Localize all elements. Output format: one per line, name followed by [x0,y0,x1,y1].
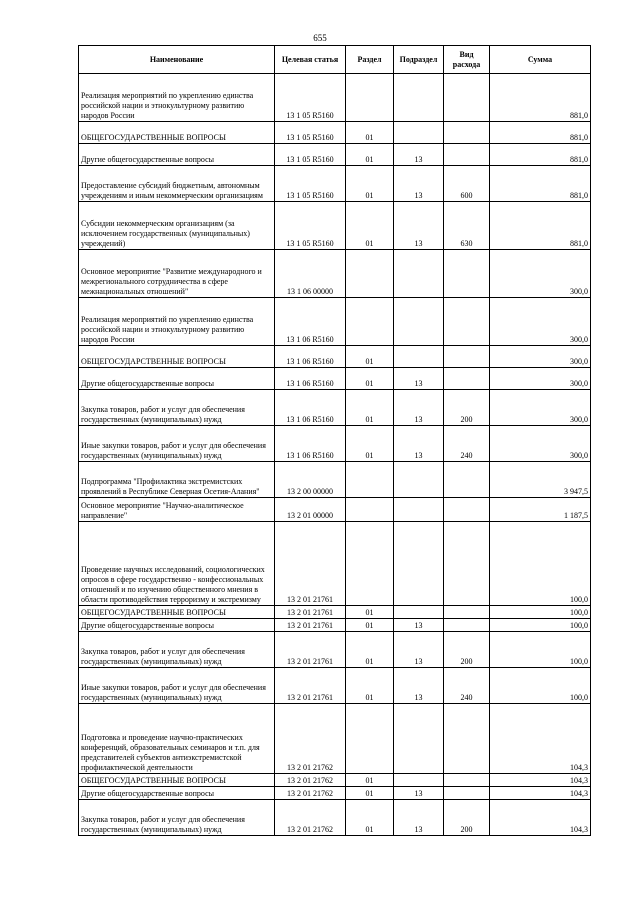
row-name: ОБЩЕГОСУДАРСТВЕННЫЕ ВОПРОСЫ [79,774,275,787]
row-section: 01 [346,368,394,390]
row-code: 13 2 01 21761 [275,668,346,704]
table-row [79,774,591,787]
table-row [79,632,591,668]
row-subsection [394,606,444,619]
row-name: Реализация мероприятий по укреплению единства российской нации и этнокультурному развитию народов России [79,74,275,122]
row-section [346,498,394,522]
row-expense-type [444,144,490,166]
header-code: Целевая статья [275,46,346,74]
row-section: 01 [346,774,394,787]
row-code: 13 1 06 R5160 [275,298,346,346]
row-section: 01 [346,122,394,144]
row-subsection [394,346,444,368]
table-body [79,74,591,836]
table-row [79,166,591,202]
table-row [79,346,591,368]
row-section: 01 [346,632,394,668]
row-expense-type [444,787,490,800]
row-amount: 881,0 [490,122,591,144]
row-amount: 100,0 [490,619,591,632]
row-section [346,298,394,346]
row-code: 13 1 05 R5160 [275,144,346,166]
row-amount: 100,0 [490,668,591,704]
row-amount: 300,0 [490,250,591,298]
row-code: 13 1 05 R5160 [275,166,346,202]
row-expense-type [444,74,490,122]
row-subsection [394,122,444,144]
row-expense-type [444,498,490,522]
row-name: Другие общегосударственные вопросы [79,144,275,166]
row-section: 01 [346,166,394,202]
row-amount: 3 947,5 [490,462,591,498]
page-number: 655 [313,33,327,43]
table-row [79,298,591,346]
row-expense-type: 200 [444,632,490,668]
row-name: Другие общегосударственные вопросы [79,619,275,632]
table-row [79,800,591,836]
row-expense-type [444,704,490,774]
row-expense-type [444,619,490,632]
row-name: Проведение научных исследований, социологических опросов в сфере государственно - конфессиональных отношений и по изучению общественного мнения в области противодействия терроризму и экстремизму [79,522,275,606]
row-code: 13 2 01 21761 [275,619,346,632]
row-subsection [394,498,444,522]
row-code: 13 1 05 R5160 [275,74,346,122]
row-name: ОБЩЕГОСУДАРСТВЕННЫЕ ВОПРОСЫ [79,346,275,368]
row-amount: 881,0 [490,144,591,166]
table-row [79,619,591,632]
row-code: 13 2 01 21761 [275,606,346,619]
row-name: Иные закупки товаров, работ и услуг для обеспечения государственных (муниципальных) нужд [79,426,275,462]
header-subsection: Подраздел [394,46,444,74]
row-expense-type [444,606,490,619]
row-name: Подготовка и проведение научно-практических конференций, образовательных семинаров и т.п. для представителей субъектов антиэкстремистской профилактической деятельности [79,704,275,774]
row-code: 13 2 00 00000 [275,462,346,498]
row-name: Закупка товаров, работ и услуг для обеспечения государственных (муниципальных) нужд [79,800,275,836]
row-subsection [394,774,444,787]
row-subsection [394,298,444,346]
table-row [79,74,591,122]
table-row [79,390,591,426]
row-subsection [394,704,444,774]
budget-table [78,45,591,836]
row-amount: 300,0 [490,426,591,462]
row-expense-type [444,368,490,390]
row-section: 01 [346,426,394,462]
row-amount: 104,3 [490,787,591,800]
row-expense-type: 240 [444,426,490,462]
row-subsection: 13 [394,166,444,202]
row-name: Другие общегосударственные вопросы [79,368,275,390]
row-expense-type [444,250,490,298]
row-section: 01 [346,202,394,250]
table-row [79,462,591,498]
row-amount: 881,0 [490,202,591,250]
row-expense-type [444,522,490,606]
row-name: ОБЩЕГОСУДАРСТВЕННЫЕ ВОПРОСЫ [79,122,275,144]
row-code: 13 1 06 R5160 [275,426,346,462]
row-subsection: 13 [394,426,444,462]
row-section: 01 [346,619,394,632]
row-amount: 881,0 [490,74,591,122]
row-subsection: 13 [394,619,444,632]
row-code: 13 1 05 R5160 [275,202,346,250]
table-row [79,704,591,774]
row-expense-type [444,346,490,368]
row-expense-type: 240 [444,668,490,704]
row-name: Основное мероприятие "Научно-аналитическое направление" [79,498,275,522]
row-amount: 104,3 [490,704,591,774]
row-name: Субсидии некоммерческим организациям (за исключением государственных (муниципальных) учреждений) [79,202,275,250]
row-amount: 104,3 [490,800,591,836]
row-code: 13 1 06 R5160 [275,346,346,368]
row-expense-type: 200 [444,800,490,836]
table-row [79,498,591,522]
row-code: 13 1 05 R5160 [275,122,346,144]
table-row [79,250,591,298]
row-section: 01 [346,800,394,836]
table-row [79,122,591,144]
row-subsection: 13 [394,787,444,800]
table-row [79,606,591,619]
row-amount: 100,0 [490,522,591,606]
row-name: Предоставление субсидий бюджетным, автономным учреждениям и иным некоммерческим организациям [79,166,275,202]
table-header-row [79,46,591,74]
row-expense-type [444,298,490,346]
row-name: Закупка товаров, работ и услуг для обеспечения государственных (муниципальных) нужд [79,390,275,426]
row-amount: 100,0 [490,632,591,668]
header-expense-type: Вид расхода [444,46,490,74]
row-section [346,522,394,606]
row-section: 01 [346,390,394,426]
row-name: Закупка товаров, работ и услуг для обеспечения государственных (муниципальных) нужд [79,632,275,668]
row-subsection [394,462,444,498]
row-expense-type [444,774,490,787]
row-subsection: 13 [394,632,444,668]
row-section: 01 [346,144,394,166]
row-amount: 300,0 [490,368,591,390]
row-subsection: 13 [394,668,444,704]
table-row [79,202,591,250]
row-name: Иные закупки товаров, работ и услуг для обеспечения государственных (муниципальных) нужд [79,668,275,704]
row-subsection [394,522,444,606]
row-name: Реализация мероприятий по укреплению единства российской нации и этнокультурному развитию народов России [79,298,275,346]
row-section: 01 [346,668,394,704]
row-name: ОБЩЕГОСУДАРСТВЕННЫЕ ВОПРОСЫ [79,606,275,619]
row-section: 01 [346,346,394,368]
row-section: 01 [346,606,394,619]
row-subsection: 13 [394,800,444,836]
row-code: 13 2 01 21761 [275,632,346,668]
row-name: Основное мероприятие "Развитие международного и межрегионального сотрудничества в сфере межнациональных отношений" [79,250,275,298]
row-section [346,250,394,298]
row-amount: 300,0 [490,346,591,368]
table-row [79,368,591,390]
row-code: 13 1 06 R5160 [275,368,346,390]
table-row [79,144,591,166]
row-amount: 1 187,5 [490,498,591,522]
table-row [79,522,591,606]
row-code: 13 2 01 21762 [275,787,346,800]
header-section: Раздел [346,46,394,74]
row-code: 13 2 01 21762 [275,774,346,787]
row-code: 13 1 06 R5160 [275,390,346,426]
row-amount: 300,0 [490,298,591,346]
row-expense-type: 600 [444,166,490,202]
row-expense-type [444,462,490,498]
row-amount: 300,0 [490,390,591,426]
row-section [346,462,394,498]
row-subsection: 13 [394,202,444,250]
row-amount: 881,0 [490,166,591,202]
table-row [79,668,591,704]
row-name: Подпрограмма "Профилактика экстремистских проявлений в Республике Северная Осетия-Алания" [79,462,275,498]
row-code: 13 2 01 21761 [275,522,346,606]
row-expense-type: 200 [444,390,490,426]
row-code: 13 1 06 00000 [275,250,346,298]
row-code: 13 2 01 21762 [275,704,346,774]
row-expense-type [444,122,490,144]
row-code: 13 2 01 00000 [275,498,346,522]
row-subsection [394,74,444,122]
table-row [79,426,591,462]
row-expense-type: 630 [444,202,490,250]
row-subsection: 13 [394,390,444,426]
header-name: Наименование [79,46,275,74]
row-subsection [394,250,444,298]
row-section [346,74,394,122]
row-amount: 104,3 [490,774,591,787]
table-row [79,787,591,800]
row-subsection: 13 [394,368,444,390]
row-name: Другие общегосударственные вопросы [79,787,275,800]
row-code: 13 2 01 21762 [275,800,346,836]
row-section [346,704,394,774]
header-amount: Сумма [490,46,591,74]
row-amount: 100,0 [490,606,591,619]
row-subsection: 13 [394,144,444,166]
row-section: 01 [346,787,394,800]
